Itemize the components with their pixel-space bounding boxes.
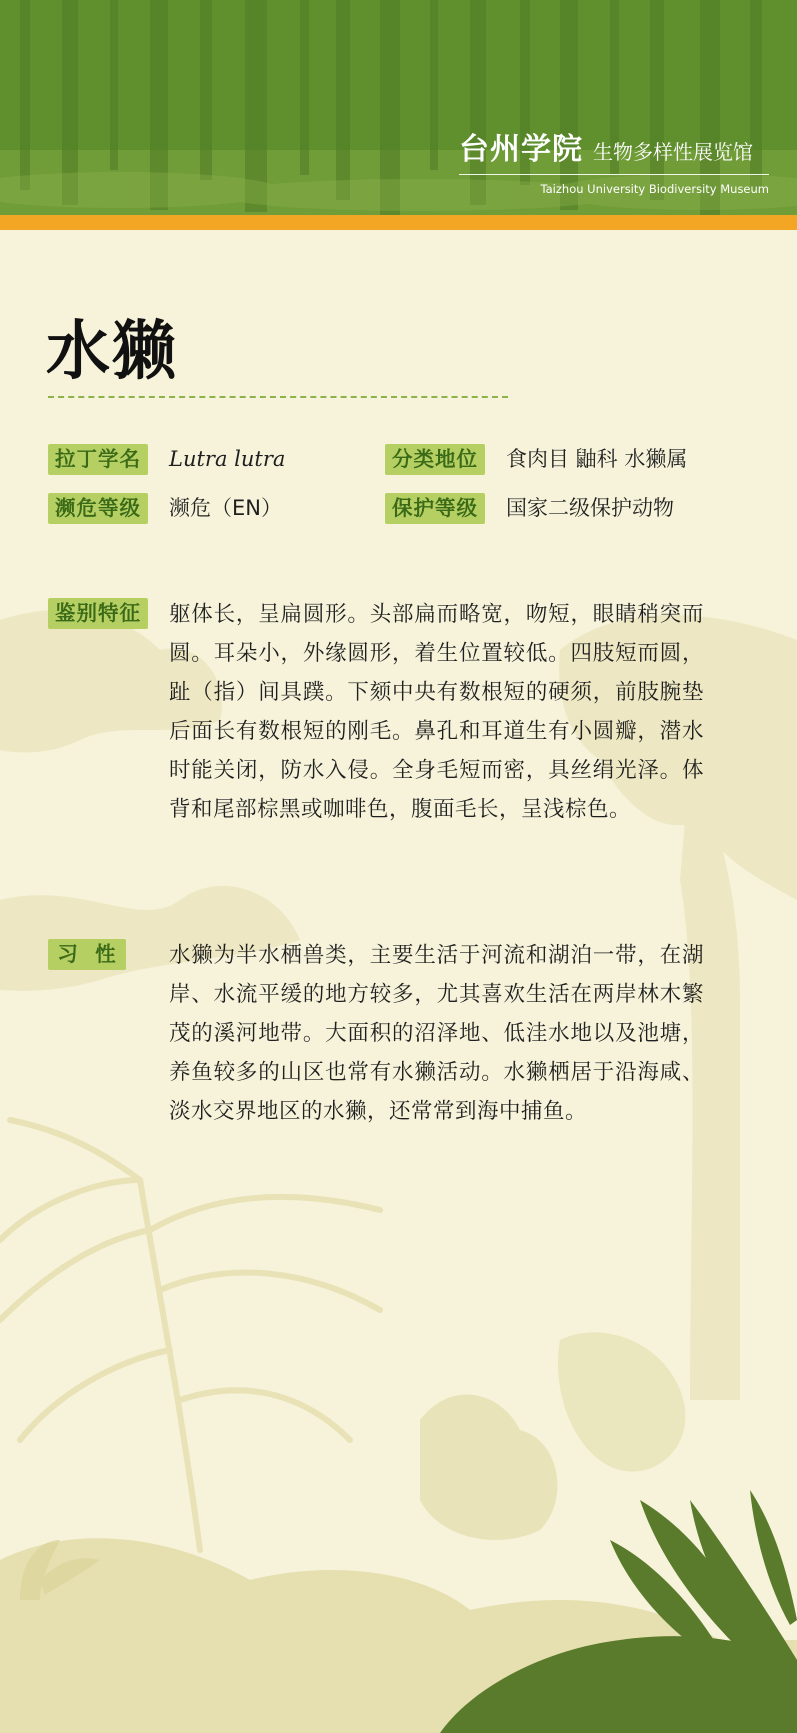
latin-name-label: 拉丁学名 xyxy=(48,444,148,475)
features-label: 鉴别特征 xyxy=(48,598,148,629)
header-banner xyxy=(0,0,797,215)
endangered-level-value: 濒危（EN） xyxy=(169,496,282,520)
protection-level-value: 国家二级保护动物 xyxy=(506,496,674,520)
title-dashed-divider xyxy=(48,396,508,398)
classification-value: 食肉目 鼬科 水獭属 xyxy=(506,447,688,471)
museum-english-name: Taizhou University Biodiversity Museum xyxy=(540,182,769,196)
museum-brand xyxy=(459,124,769,196)
habits-label: 习 性 xyxy=(48,939,126,970)
habits-text: 水獭为半水栖兽类，主要生活于河流和湖泊一带，在湖岸、水流平缓的地方较多，尤其喜欢生活在两岸林木繁茂的溪河地带。大面积的沼泽地、低洼水地以及池塘，养鱼较多的山区也常有水獭活动。水獭栖居于沿海咸、淡水交界地区的水獭，还常常到海中捕鱼。 xyxy=(169,943,704,1124)
museum-name: 生物多样性展览馆 xyxy=(593,140,753,164)
species-title: 水獭 xyxy=(46,315,178,389)
endangered-level-label: 濒危等级 xyxy=(48,493,148,524)
features-text: 躯体长，呈扁圆形。头部扁而略宽，吻短，眼睛稍突而圆。耳朵小，外缘圆形，着生位置较低。四肢短而圆，趾（指）间具蹼。下颏中央有数根短的硬须，前肢腕垫后面长有数根短的刚毛。鼻孔和耳道生有小圆瓣，潜水时能关闭，防水入侵。全身毛短而密，具丝绢光泽。体背和尾部棕黑或咖啡色，腹面毛长，呈浅棕色。 xyxy=(169,602,704,822)
classification-label: 分类地位 xyxy=(385,444,485,475)
accent-divider xyxy=(0,215,797,230)
protection-level-label: 保护等级 xyxy=(385,493,485,524)
university-name: 台州学院 xyxy=(459,132,583,167)
latin-name-value: Lutra lutra xyxy=(169,447,286,471)
brand-title-row xyxy=(459,124,769,175)
